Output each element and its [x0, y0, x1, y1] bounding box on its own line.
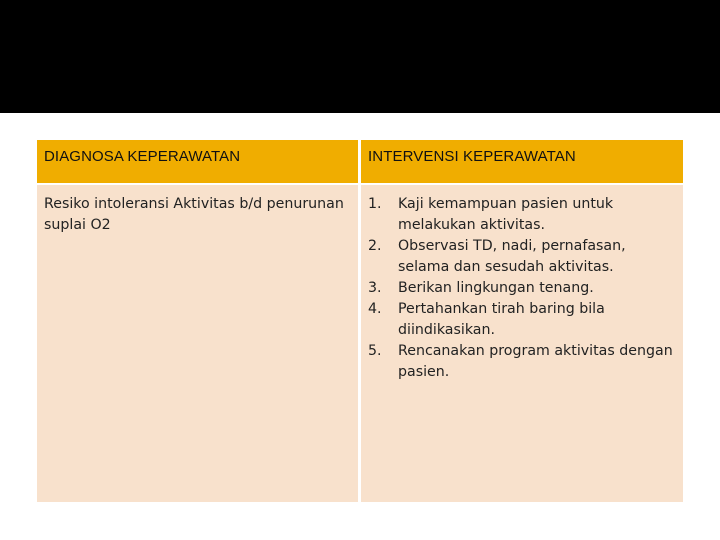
header-label-diagnosis: DIAGNOSA KEPERAWATAN: [44, 148, 241, 165]
table-header-diagnosis: [37, 140, 358, 183]
slide-title-band: [0, 0, 720, 113]
list-item: [368, 194, 675, 236]
list-item: [368, 341, 675, 383]
diagnosis-text: Resiko intoleransi Aktivitas b/d penurunan suplai O2: [44, 196, 344, 233]
list-item-text: Observasi TD, nadi, pernafasan, selama dan sesudah aktivitas.: [398, 238, 626, 275]
list-item-text: Kaji kemampuan pasien untuk melakukan aktivitas.: [398, 196, 614, 233]
list-item-text: Rencanakan program aktivitas dengan pasien.: [398, 343, 673, 380]
table-header-intervention: [361, 140, 683, 183]
intervention-cell: [361, 185, 683, 502]
list-item: [368, 278, 675, 299]
list-item: [368, 236, 675, 278]
list-item-number: 3.: [368, 280, 382, 296]
intervention-list: [368, 194, 675, 383]
header-label-intervention: INTERVENSI KEPERAWATAN: [368, 148, 576, 165]
nursing-care-table: [36, 139, 684, 503]
list-item-number: 4.: [368, 301, 382, 317]
diagnosis-cell: [37, 185, 358, 502]
list-item-number: 2.: [368, 238, 382, 254]
list-item-text: Berikan lingkungan tenang.: [398, 280, 594, 296]
list-item: [368, 299, 675, 341]
list-item-number: 5.: [368, 343, 382, 359]
list-item-number: 1.: [368, 196, 382, 212]
list-item-text: Pertahankan tirah baring bila diindikasikan.: [398, 301, 605, 338]
